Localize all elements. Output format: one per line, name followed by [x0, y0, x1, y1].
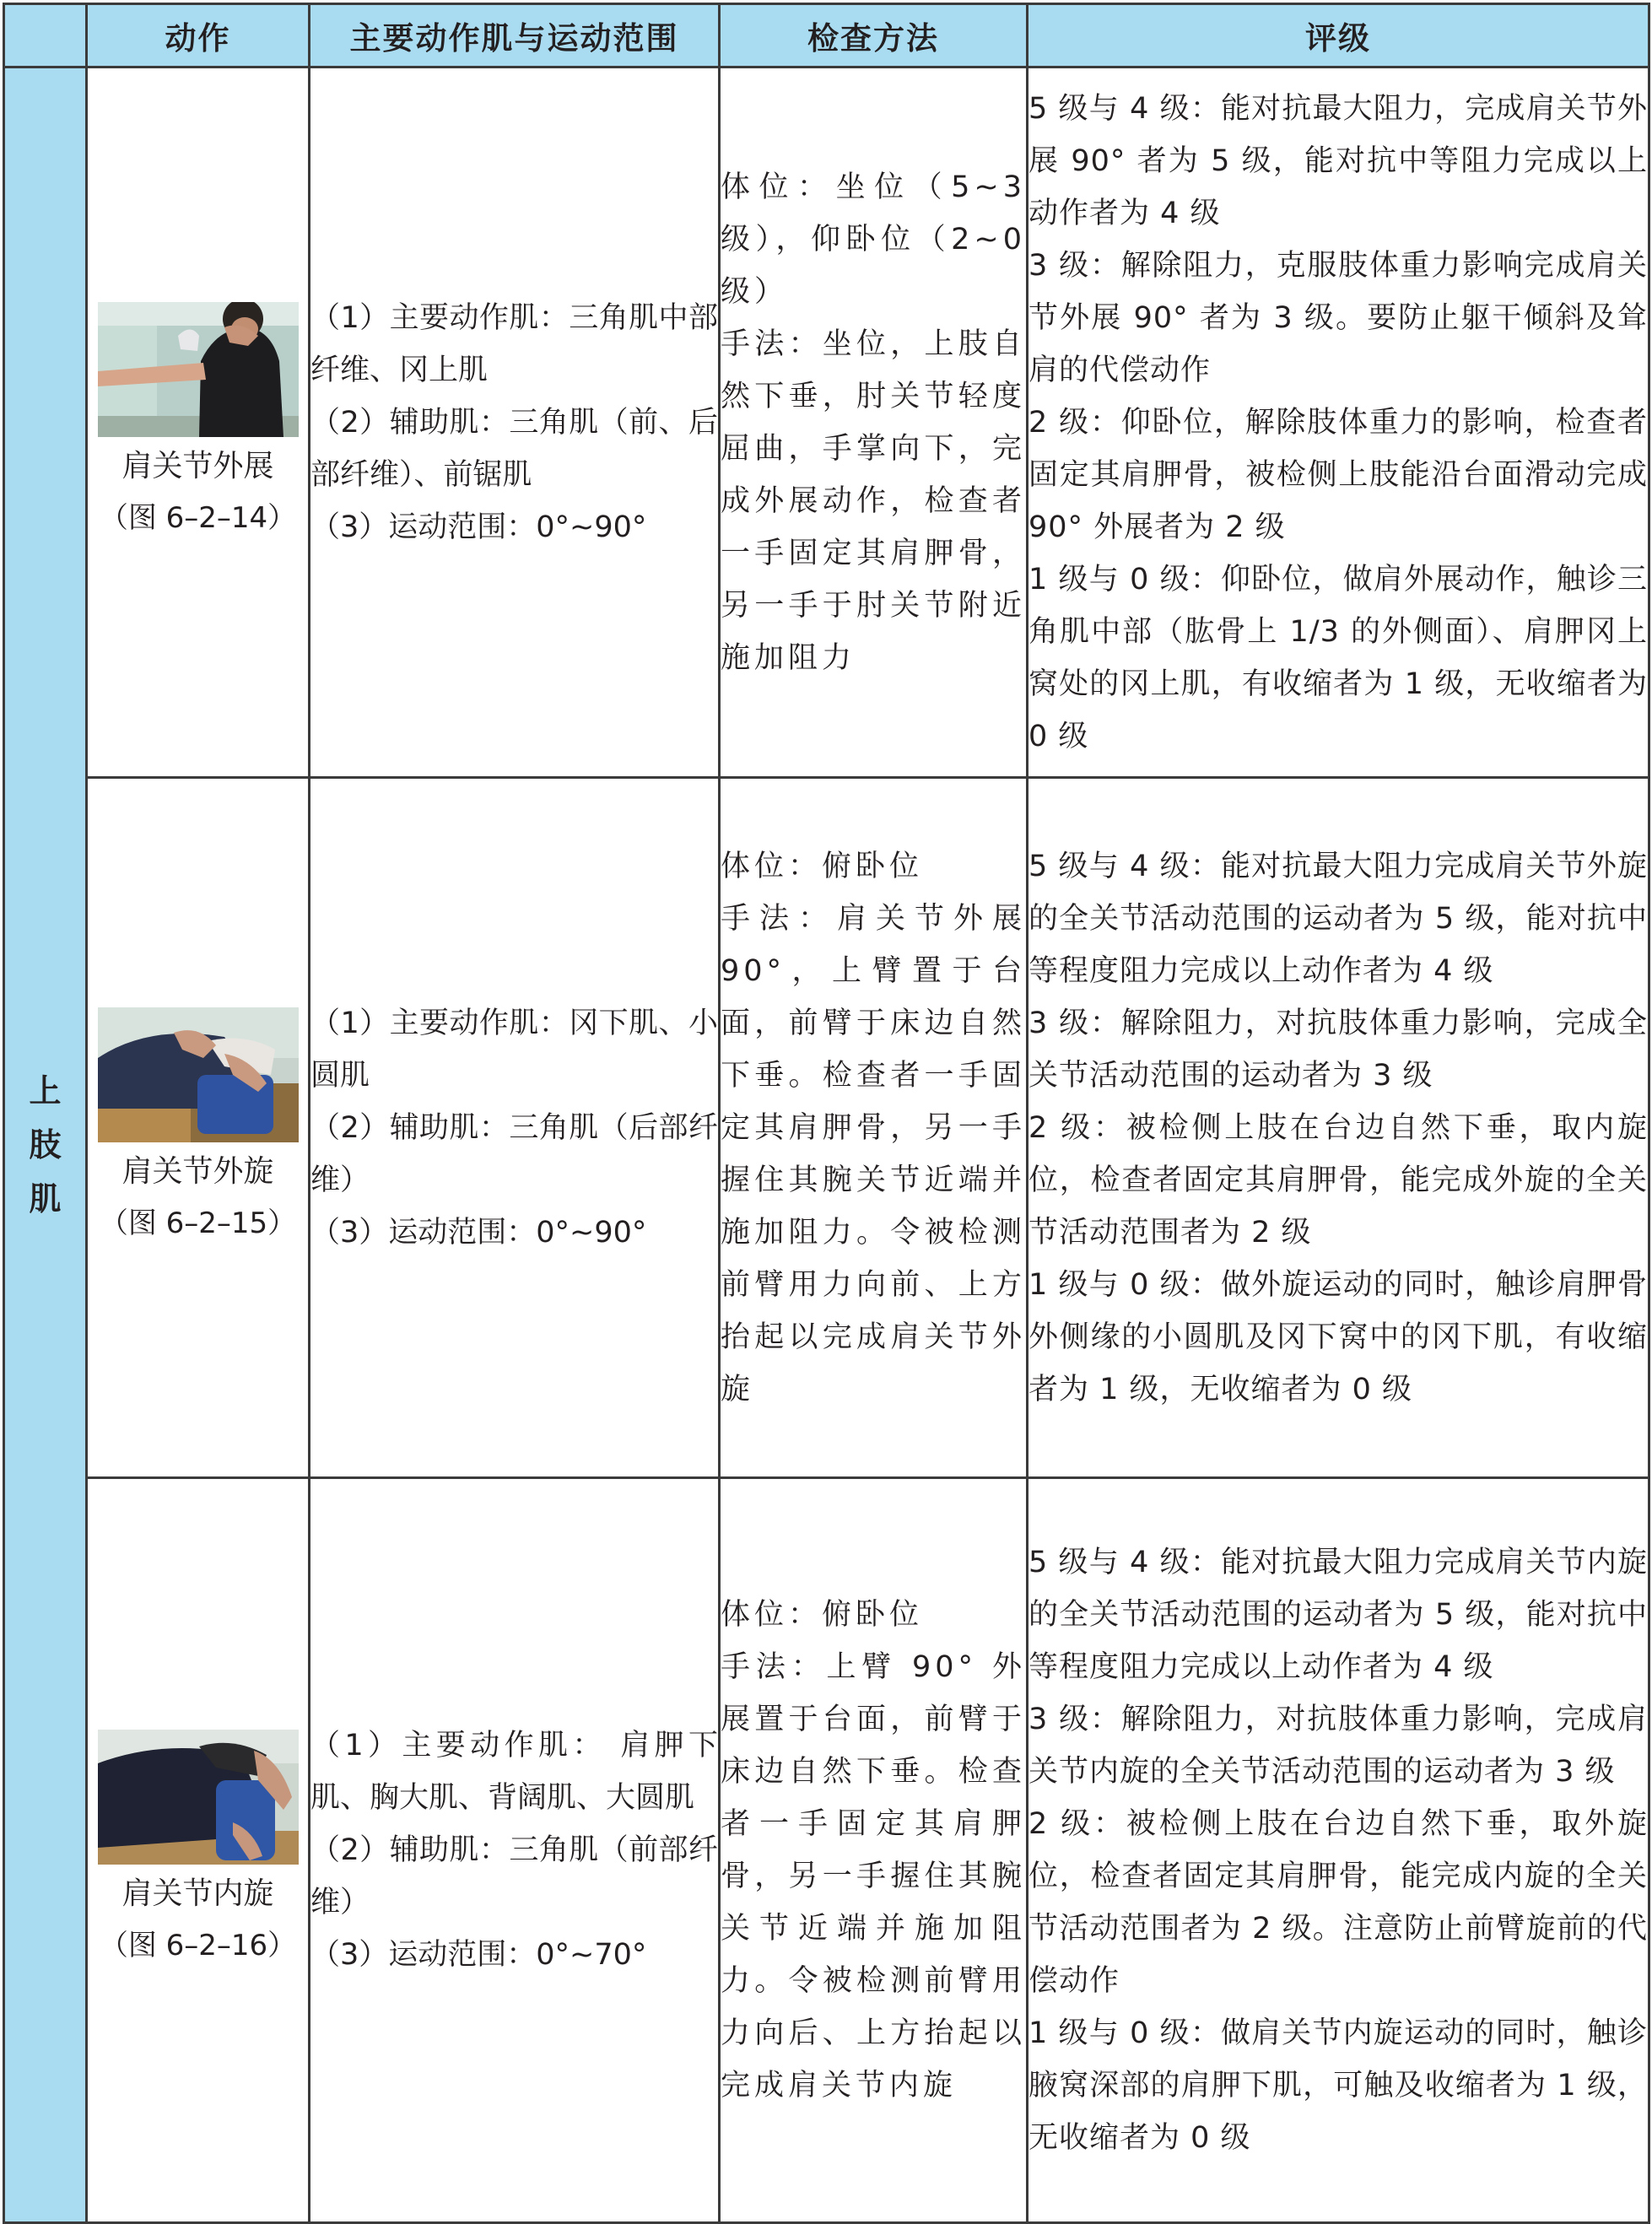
position-text: 体位：俯卧位	[721, 849, 924, 883]
grade-2-text: 2 级：被检侧上肢在台边自然下垂，取内旋位，检查者固定其肩胛骨，能完成外旋的全关节活动范围者为 2 级	[1028, 1110, 1648, 1250]
grade-3-text: 3 级：解除阻力，对抗肢体重力影响，完成肩关节内旋的全关节活动范围的运动者为 3 级	[1028, 1703, 1648, 1789]
muscles-cell	[310, 1478, 720, 2223]
prime-mover-text: （1）主要动作肌：冈下肌、小圆肌	[310, 1006, 718, 1093]
grading-cell	[1028, 778, 1649, 1478]
group-label: 上肢肌	[29, 1072, 62, 1217]
figure-reference: （图 6–2–16）	[99, 1929, 297, 1962]
action-cell	[87, 1478, 310, 2223]
grade-3-text: 3 级：解除阻力，克服肢体重力影响完成肩关节外展 90° 者为 3 级。要防止躯干倾斜及耸肩的代偿动作	[1028, 248, 1648, 387]
header-muscles: 主要动作肌与运动范围	[310, 4, 720, 67]
grade-5-4-text: 5 级与 4 级：能对抗最大阻力，完成肩关节外展 90° 者为 5 级，能对抗中等阻力完成以上动作者为 4 级	[1028, 91, 1648, 230]
grade-1-0-text: 1 级与 0 级：仰卧位，做肩外展动作，触诊三角肌中部（肱骨上 1/3 的外侧面）、肩胛冈上窝处的冈上肌，有收缩者为 1 级，无收缩者为 0 级	[1028, 562, 1648, 753]
muscle-test-table	[3, 3, 1650, 2224]
header-method: 检查方法	[720, 4, 1028, 67]
grade-1-0-text: 1 级与 0 级：做外旋运动的同时，触诊肩胛骨外侧缘的小圆肌及冈下窝中的冈下肌，有收缩者为 1 级，无收缩者为 0 级	[1028, 1267, 1648, 1406]
range-of-motion-text: （3）运动范围：0°~90°	[310, 510, 647, 544]
grade-2-text: 2 级：被检侧上肢在台边自然下垂，取外旋位，检查者固定其肩胛骨，能完成内旋的全关节活动范围者为 2 级。注意防止前臂旋前的代偿动作	[1028, 1807, 1648, 1998]
assistant-muscle-text: （2）辅助肌：三角肌（前部纤维）	[310, 1833, 718, 1919]
range-of-motion-text: （3）运动范围：0°~90°	[310, 1215, 647, 1250]
grade-5-4-text: 5 级与 4 级：能对抗最大阻力完成肩关节内旋的全关节活动范围的运动者为 5 级，能对抗中等程度阻力完成以上动作者为 4 级	[1028, 1546, 1648, 1684]
method-cell	[720, 1478, 1028, 2223]
header-row	[4, 4, 1649, 67]
muscles-cell	[310, 778, 720, 1478]
table-row	[4, 1478, 1649, 2223]
method-cell	[720, 778, 1028, 1478]
range-of-motion-text: （3）运动范围：0°~70°	[310, 1938, 647, 1972]
figure-reference: （图 6–2–14）	[99, 500, 297, 535]
shoulder-external-rotation-photo	[98, 1007, 299, 1142]
method-cell	[720, 67, 1028, 778]
action-name: 肩关节外展	[121, 448, 274, 483]
technique-text: 手法：坐位，上肢自然下垂，肘关节轻度屈曲，手掌向下，完成外展动作，检查者一手固定其肩胛骨，另一手于肘关节附近施加阻力	[721, 327, 1026, 675]
action-name: 肩关节内旋	[121, 1876, 274, 1911]
grade-3-text: 3 级：解除阻力，对抗肢体重力影响，完成全关节活动范围的运动者为 3 级	[1028, 1006, 1648, 1093]
grade-1-0-text: 1 级与 0 级：做肩关节内旋运动的同时，触诊腋窝深部的肩胛下肌，可触及收缩者为 1 级，无收缩者为 0 级	[1028, 2016, 1648, 2155]
technique-text: 手法：肩关节外展 90°，上臂置于台面，前臂于床边自然下垂。检查者一手固定其肩胛骨，另一手握住其腕关节近端并施加阻力。令被检测前臂用力向前、上方抬起以完成肩关节外旋	[721, 901, 1026, 1406]
muscles-cell	[310, 67, 720, 778]
prime-mover-text: （1）主要动作肌：三角肌中部纤维、冈上肌	[310, 300, 718, 387]
assistant-muscle-text: （2）辅助肌：三角肌（后部纤维）	[310, 1110, 718, 1197]
header-action: 动作	[87, 4, 310, 67]
assistant-muscle-text: （2）辅助肌：三角肌（前、后部纤维）、前锯肌	[310, 405, 718, 492]
figure-reference: （图 6–2–15）	[99, 1206, 297, 1240]
action-cell	[87, 67, 310, 778]
shoulder-internal-rotation-photo	[98, 1730, 299, 1865]
grading-cell	[1028, 1478, 1649, 2223]
group-cell	[4, 67, 87, 2223]
grade-5-4-text: 5 级与 4 级：能对抗最大阻力完成肩关节外旋的全关节活动范围的运动者为 5 级，能对抗中等程度阻力完成以上动作者为 4 级	[1028, 849, 1648, 988]
grade-2-text: 2 级：仰卧位，解除肢体重力的影响，检查者固定其肩胛骨，被检侧上肢能沿台面滑动完成 90° 外展者为 2 级	[1028, 405, 1648, 544]
prime-mover-text: （1）主要动作肌： 肩胛下肌、胸大肌、背阔肌、大圆肌	[310, 1729, 718, 1815]
action-name: 肩关节外旋	[121, 1153, 274, 1189]
action-cell	[87, 778, 310, 1478]
table-row	[4, 67, 1649, 778]
header-grading: 评级	[1028, 4, 1649, 67]
grading-cell	[1028, 67, 1649, 778]
position-text: 体位：俯卧位	[721, 1598, 924, 1632]
position-text: 体位：坐位（5~3级），仰卧位（2~0级）	[721, 170, 1026, 309]
header-group	[4, 4, 87, 67]
shoulder-abduction-photo	[98, 302, 299, 437]
technique-text: 手法：上臂 90° 外展置于台面，前臂于床边自然下垂。检查者一手固定其肩胛骨，另一手握住其腕关节近端并施加阻力。令被检测前臂用力向后、上方抬起以完成肩关节内旋	[721, 1650, 1026, 2103]
table-row	[4, 778, 1649, 1478]
